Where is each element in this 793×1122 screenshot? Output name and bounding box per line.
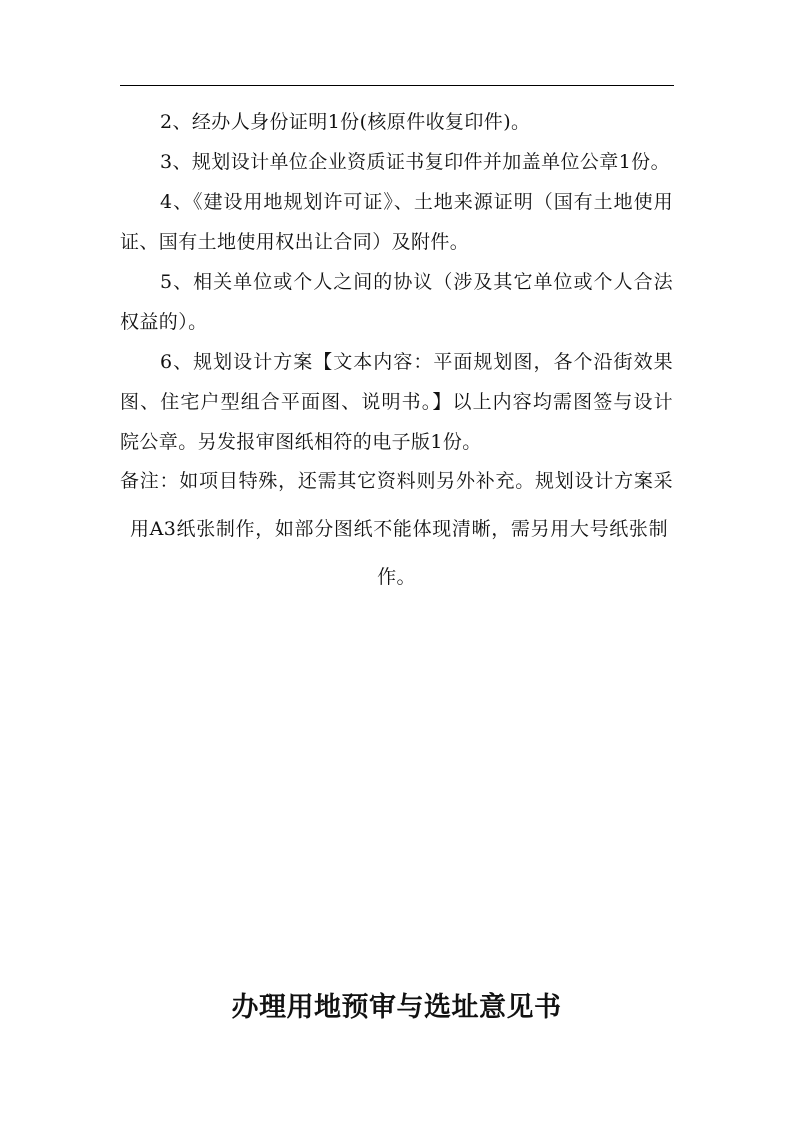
section-title: 办理用地预审与选址意见书 [231,992,562,1023]
item-4-line-2: 证、国有土地使用权出让合同）及附件。 [120,231,470,253]
item-6-line-1: 6、规划设计方案【文本内容：平面规划图，各个沿街效果 [160,351,673,373]
header-rule [120,85,674,86]
item-6-line-3: 院公章。另发报审图纸相符的电子版1份。 [120,431,482,453]
item-5-line-1: 5、相关单位或个人之间的协议（涉及其它单位或个人合法 [160,271,673,293]
item-4-line-1: 4、《建设用地规划许可证》、土地来源证明（国有土地使用 [160,191,673,213]
note-line-3: 作。 [377,566,416,588]
item-6-line-2: 图、住宅户型组合平面图、说明书。】以上内容均需图签与设计 [120,391,673,413]
item-3-line: 3、规划设计单位企业资质证书复印件并加盖单位公章1份。 [160,151,670,173]
note-line-1: 备注：如项目特殊，还需其它资料则另外补充。规划设计方案采 [120,470,673,492]
item-5-line-2: 权益的）。 [120,311,208,333]
item-2-line: 2、经办人身份证明1份(核原件收复印件)。 [160,111,531,133]
note-line-2: 用A3纸张制作，如部分图纸不能体现清晰，需另用大号纸张制 [130,518,668,540]
